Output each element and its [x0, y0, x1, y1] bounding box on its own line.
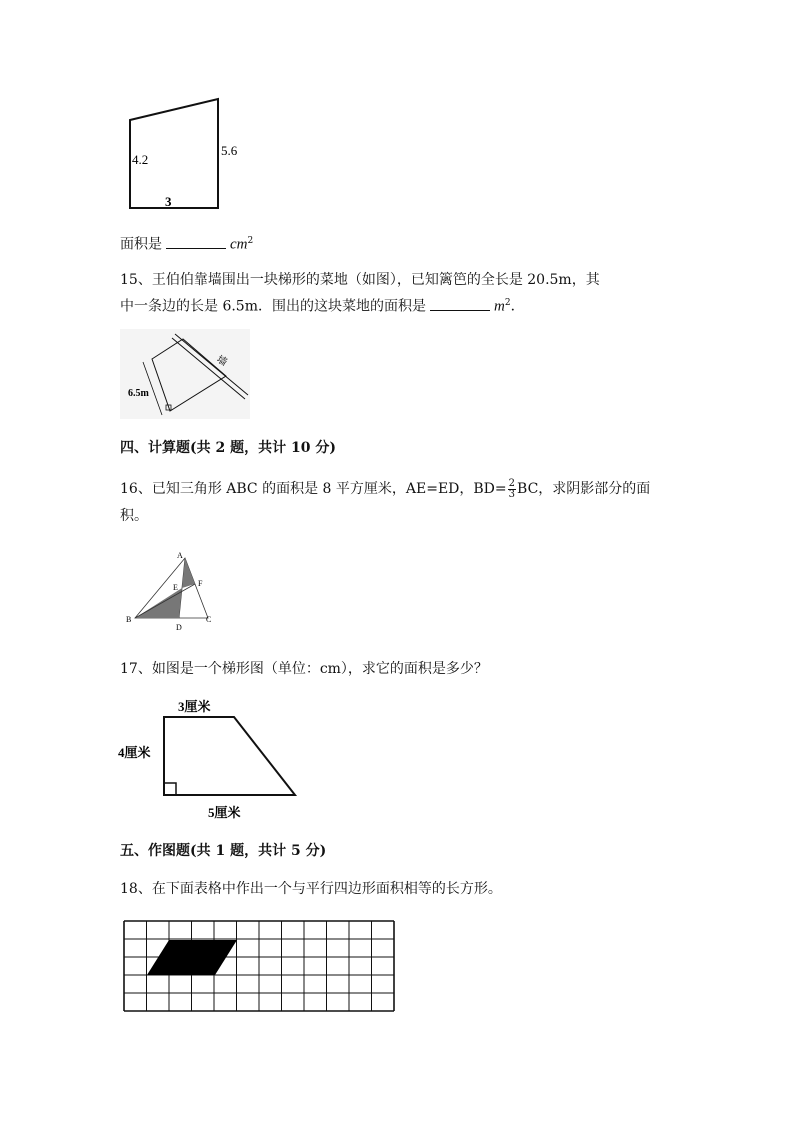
q15-suffix: ．: [510, 298, 525, 315]
q18-grid-figure: [120, 917, 402, 1017]
q15-wall-label: 墙: [214, 354, 229, 369]
q18-text: 18、在下面表格中作出一个与平行四边形面积相等的长方形。: [120, 881, 502, 897]
q16-label-d: D: [176, 623, 182, 632]
q15-trapezoid: [152, 339, 226, 411]
section4-heading: 四、计算题(共 2 题，共计 10 分): [120, 440, 336, 456]
q14-unit: cm: [230, 236, 248, 253]
q17-left-label: 4厘米: [118, 745, 151, 760]
q14-unit-sup: 2: [247, 236, 254, 246]
q16-label-b: B: [126, 615, 132, 624]
q15-line2: [120, 292, 525, 319]
q16-line1: [120, 478, 650, 501]
q14-left-label: 4.2: [132, 152, 149, 167]
q16-shaded-region-1: [135, 588, 182, 618]
q16-line2: 积。: [120, 508, 148, 524]
q16-figure: [120, 548, 220, 634]
q16-fraction-num: 2: [508, 477, 516, 489]
q17-trapezoid: [164, 717, 295, 795]
q15-line1: 15、王伯伯靠墙围出一块梯形的菜地（如图），已知篱笆的全长是 20.5m，其: [120, 272, 600, 288]
q17-bottom-label: 5厘米: [208, 805, 241, 820]
q14-right-label: 5.6: [221, 143, 238, 158]
q15-wall-line-2: [172, 338, 245, 399]
q15-wall-line-1: [175, 334, 248, 395]
q15-unit: m: [494, 298, 505, 315]
q15-line2-prefix: 中一条边的长是 6.5m．围出的这块菜地的面积是: [120, 298, 426, 315]
q16-line1-prefix: 16、已知三角形 ABC 的面积是 8 平方厘米，AE=ED，BD=: [120, 481, 507, 497]
q16-fraction-den: 3: [508, 488, 516, 500]
q15-unit-sup: 2: [504, 298, 511, 308]
q16-label-f: F: [198, 579, 203, 588]
q16-shaded-region-2: [182, 558, 195, 588]
q17-text: 17、如图是一个梯形图（单位：cm），求它的面积是多少？: [120, 661, 488, 677]
q15-answer-blank[interactable]: [430, 296, 490, 311]
q17-figure: [115, 693, 305, 823]
q17-right-angle: [164, 783, 176, 795]
q15-side-label: 6.5m: [128, 388, 149, 399]
q18-parallelogram: [147, 940, 237, 975]
q16-label-e: E: [173, 583, 178, 592]
q14-figure: [120, 92, 250, 214]
q14-answer-blank[interactable]: [166, 234, 226, 249]
q16-label-c: C: [206, 615, 212, 624]
q14-answer-prefix: 面积是: [120, 236, 162, 253]
q14-answer-line: [120, 230, 253, 257]
section5-heading: 五、作图题(共 1 题，共计 5 分): [120, 843, 327, 859]
q15-figure: [120, 329, 250, 419]
q14-bottom-label: 3: [165, 194, 172, 209]
q17-top-label: 3厘米: [178, 699, 211, 714]
q16-label-a: A: [177, 551, 183, 560]
q16-line1-suffix: BC，求阴影部分的面: [517, 481, 651, 497]
q16-fraction: [508, 479, 516, 500]
